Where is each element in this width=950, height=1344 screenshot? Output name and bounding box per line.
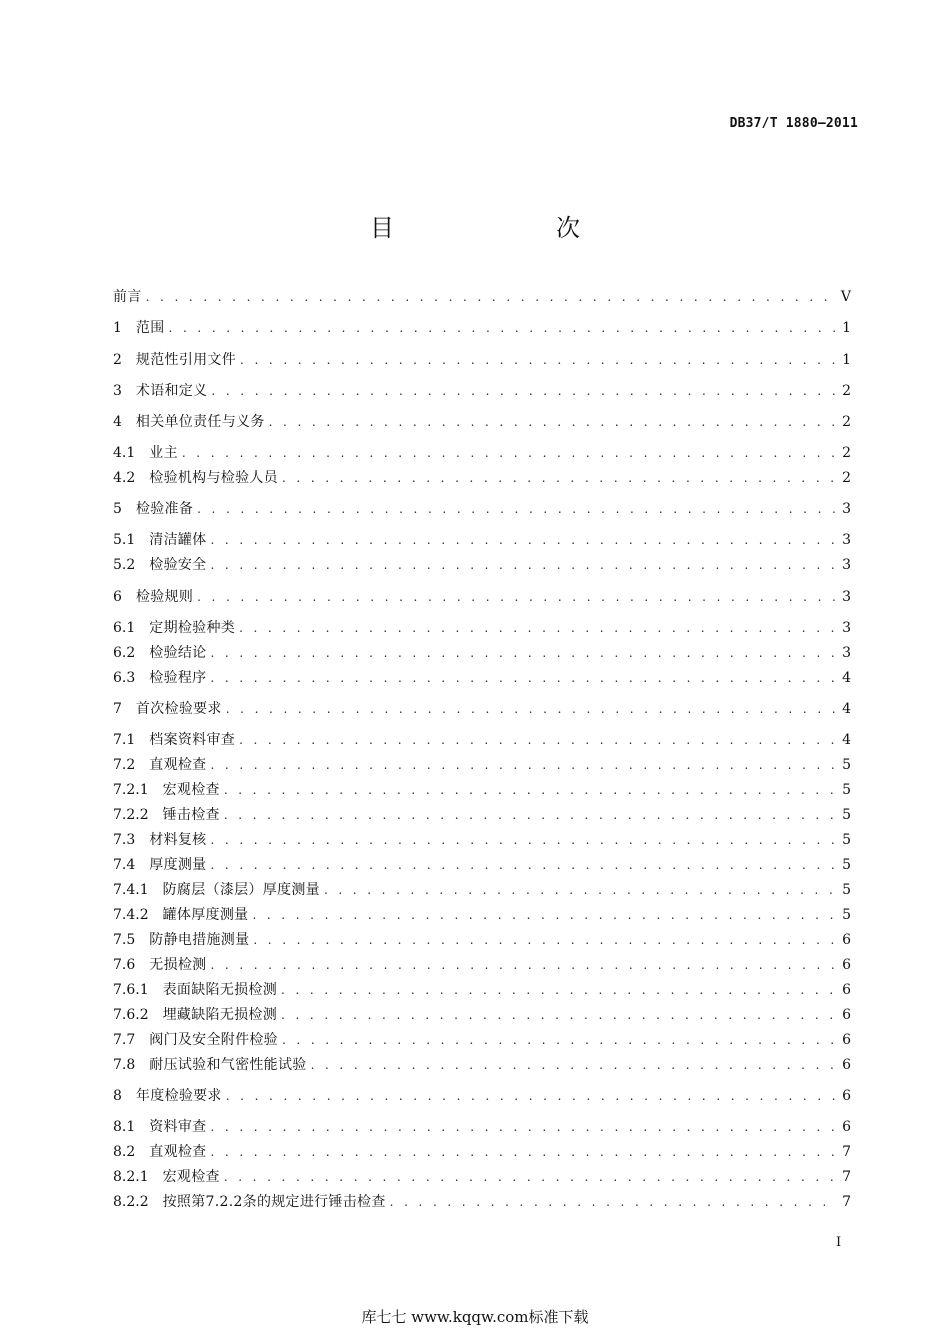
toc-entry-page: 2 <box>842 414 851 430</box>
toc-entry-number: 7 <box>113 701 136 717</box>
toc-entry-number: 8 <box>113 1088 136 1104</box>
toc-entry[interactable] <box>113 1167 851 1187</box>
toc-entry-page: V <box>840 289 851 305</box>
toc-entry-label: 清洁罐体 <box>149 532 207 548</box>
toc-entry-number: 5.1 <box>113 532 150 548</box>
toc-entry-number: 7.2.1 <box>113 782 163 798</box>
toc-entry-label: 检验结论 <box>149 645 207 661</box>
toc-entry[interactable] <box>113 1005 851 1025</box>
toc-dot-leader <box>282 1030 837 1050</box>
toc-entry-page: 6 <box>842 1007 851 1023</box>
toc-dot-leader <box>210 855 837 875</box>
toc-entry-number: 7.1 <box>113 732 150 748</box>
toc-entry-page: 6 <box>842 1119 851 1135</box>
toc-dot-leader <box>210 755 837 775</box>
toc-dot-leader <box>146 287 837 307</box>
toc-entry-page: 3 <box>842 557 851 573</box>
toc-entry[interactable] <box>113 930 851 950</box>
toc-entry-label: 直观检查 <box>149 1144 207 1160</box>
standard-code: DB37/T 1880—2011 <box>729 116 858 131</box>
toc-entry-number: 5.2 <box>113 557 150 573</box>
toc-entry-label: 埋藏缺陷无损检测 <box>162 1007 278 1023</box>
toc-entry-page: 5 <box>842 757 851 773</box>
toc-dot-leader <box>311 1055 837 1075</box>
toc-entry-label: 业主 <box>149 445 178 461</box>
toc-dot-leader <box>211 381 837 401</box>
toc-entry-label: 检验规则 <box>135 589 194 605</box>
toc-entry-page: 5 <box>842 907 851 923</box>
toc-entry-page: 6 <box>842 1057 851 1073</box>
toc-entry[interactable] <box>113 530 851 550</box>
toc-entry-label: 直观检查 <box>149 757 207 773</box>
toc-entry[interactable] <box>113 955 851 975</box>
toc-entry-page: 3 <box>842 589 851 605</box>
toc-entry-label: 术语和定义 <box>135 383 208 399</box>
toc-entry-label: 耐压试验和气密性能试验 <box>149 1057 307 1073</box>
toc-dot-leader <box>253 930 837 950</box>
toc-entry-number: 8.2.1 <box>113 1169 163 1185</box>
toc-entry-number: 4 <box>113 414 136 430</box>
toc-entry-label: 检验安全 <box>149 557 207 573</box>
toc-entry[interactable] <box>113 443 851 463</box>
toc-dot-leader <box>226 699 837 719</box>
toc-entry-number: 7.8 <box>113 1057 150 1073</box>
toc-entry[interactable] <box>113 780 851 800</box>
page-title: 目 次 <box>370 214 618 242</box>
toc-dot-leader <box>224 1167 837 1187</box>
toc-entry[interactable] <box>113 555 851 575</box>
footer-watermark-text: 库七七 www.kqqw.com标准下载 <box>361 1308 589 1326</box>
toc-entry[interactable] <box>113 855 851 875</box>
toc-entry-page: 4 <box>842 701 851 717</box>
toc-entry-number: 3 <box>113 383 136 399</box>
toc-dot-leader <box>239 730 837 750</box>
page-number: I <box>836 1235 842 1250</box>
toc-entry-page: 6 <box>842 1088 851 1104</box>
toc-entry-page: 3 <box>842 532 851 548</box>
toc-entry-label: 宏观检查 <box>162 1169 220 1185</box>
toc-entry[interactable] <box>113 287 851 307</box>
toc-entry[interactable] <box>113 318 851 338</box>
toc-entry-page: 3 <box>842 620 851 636</box>
toc-entry-number: 7.3 <box>113 832 150 848</box>
toc-entry-number: 4.1 <box>113 445 150 461</box>
toc-entry-number: 7.7 <box>113 1032 150 1048</box>
toc-dot-leader <box>210 830 837 850</box>
toc-entry[interactable] <box>113 1117 851 1137</box>
toc-entry-label: 检验准备 <box>135 501 194 517</box>
toc-entry[interactable] <box>113 350 851 370</box>
toc-entry-page: 1 <box>842 352 851 368</box>
toc-entry-label: 按照第7.2.2条的规定进行锤击检查 <box>162 1194 386 1210</box>
toc-entry[interactable] <box>113 880 851 900</box>
toc-entry-page: 1 <box>842 320 851 336</box>
toc-entry[interactable] <box>113 643 851 663</box>
toc-entry[interactable] <box>113 1086 851 1106</box>
toc-entry-page: 3 <box>842 501 851 517</box>
toc-entry-number: 5 <box>113 501 136 517</box>
toc-entry-number: 7.6.2 <box>113 1007 163 1023</box>
toc-entry-number: 6.3 <box>113 670 150 686</box>
toc-dot-leader <box>197 499 837 519</box>
toc-entry[interactable] <box>113 1192 851 1212</box>
toc-entry-number: 6.1 <box>113 620 150 636</box>
toc-entry[interactable] <box>113 1030 851 1050</box>
toc-entry-label: 厚度测量 <box>149 857 207 873</box>
toc-dot-leader <box>169 318 837 338</box>
toc-entry-label: 无损检测 <box>149 957 207 973</box>
toc-entry-label: 表面缺陷无损检测 <box>162 982 278 998</box>
toc-entry[interactable] <box>113 699 851 719</box>
toc-entry-label: 首次检验要求 <box>135 701 222 717</box>
toc-entry[interactable] <box>113 499 851 519</box>
toc-entry[interactable] <box>113 668 851 688</box>
toc-entry-label: 材料复核 <box>149 832 207 848</box>
toc-entry-number: 6 <box>113 589 136 605</box>
toc-entry[interactable] <box>113 980 851 1000</box>
toc-dot-leader <box>226 1086 837 1106</box>
toc-dot-leader <box>281 980 837 1000</box>
toc-entry-number: 7.6.1 <box>113 982 163 998</box>
toc-entry-page: 2 <box>842 383 851 399</box>
toc-entry[interactable] <box>113 381 851 401</box>
toc-entry-page: 5 <box>842 782 851 798</box>
toc-dot-leader <box>282 468 837 488</box>
toc-entry-label: 防腐层（漆层）厚度测量 <box>162 882 320 898</box>
toc-entry-number: 8.2.2 <box>113 1194 163 1210</box>
toc-dot-leader <box>210 643 837 663</box>
toc-entry[interactable] <box>113 587 851 607</box>
toc-dot-leader <box>239 618 837 638</box>
toc-entry-label: 锤击检查 <box>162 807 220 823</box>
toc-entry-label: 档案资料审查 <box>149 732 236 748</box>
toc-entry[interactable] <box>113 730 851 750</box>
toc-entry-page: 5 <box>842 807 851 823</box>
toc-entry-page: 5 <box>842 832 851 848</box>
toc-dot-leader <box>210 555 837 575</box>
toc-entry-label: 阀门及安全附件检验 <box>149 1032 278 1048</box>
toc-entry[interactable] <box>113 1142 851 1162</box>
toc-dot-leader <box>210 1117 837 1137</box>
toc-entry-page: 2 <box>842 470 851 486</box>
toc-entry-number: 7.2.2 <box>113 807 163 823</box>
toc-entry-page: 4 <box>842 670 851 686</box>
toc-entry-label: 规范性引用文件 <box>135 352 237 368</box>
toc-entry[interactable] <box>113 755 851 775</box>
toc-entry[interactable] <box>113 805 851 825</box>
toc-entry-page: 6 <box>842 932 851 948</box>
toc-entry-page: 3 <box>842 645 851 661</box>
toc-entry-page: 5 <box>842 857 851 873</box>
toc-dot-leader <box>197 587 837 607</box>
toc-dot-leader <box>224 780 837 800</box>
toc-entry-number: 8.1 <box>113 1119 150 1135</box>
toc-entry-number: 7.4.2 <box>113 907 163 923</box>
toc-entry-page: 6 <box>842 982 851 998</box>
toc-dot-leader <box>240 350 837 370</box>
toc-dot-leader <box>210 1142 837 1162</box>
toc-entry-label: 定期检验种类 <box>149 620 236 636</box>
toc-dot-leader <box>269 412 837 432</box>
toc-entry[interactable] <box>113 830 851 850</box>
toc-entry-number: 7.6 <box>113 957 150 973</box>
toc-entry-page: 6 <box>842 957 851 973</box>
toc-entry-label: 检验机构与检验人员 <box>149 470 278 486</box>
toc-entry-number: 7.2 <box>113 757 150 773</box>
toc-dot-leader <box>210 955 837 975</box>
toc-entry-number: 4.2 <box>113 470 150 486</box>
toc-entry-number: 2 <box>113 352 136 368</box>
toc-dot-leader <box>182 443 837 463</box>
toc-entry-number: 1 <box>113 320 136 336</box>
toc-dot-leader <box>210 668 837 688</box>
toc-entry[interactable] <box>113 412 851 432</box>
toc-entry-page: 7 <box>842 1144 851 1160</box>
toc-dot-leader <box>210 530 837 550</box>
toc-entry-label: 防静电措施测量 <box>149 932 250 948</box>
toc-entry-number: 7.4.1 <box>113 882 163 898</box>
toc-entry-page: 4 <box>842 732 851 748</box>
toc-entry-label: 资料审查 <box>149 1119 207 1135</box>
toc-entry-number: 8.2 <box>113 1144 150 1160</box>
toc-entry-number: 6.2 <box>113 645 150 661</box>
toc-entry-page: 2 <box>842 445 851 461</box>
toc-entry-number: 7.4 <box>113 857 150 873</box>
toc-entry[interactable] <box>113 1055 851 1075</box>
toc-entry-page: 6 <box>842 1032 851 1048</box>
toc-dot-leader <box>390 1192 837 1212</box>
toc-entry-label: 前言 <box>113 289 142 305</box>
toc-entry-page: 7 <box>842 1169 851 1185</box>
toc-entry-label: 年度检验要求 <box>135 1088 222 1104</box>
toc-dot-leader <box>281 1005 837 1025</box>
toc-entry-label: 罐体厚度测量 <box>162 907 249 923</box>
toc-entry-number: 7.5 <box>113 932 150 948</box>
toc-entry-label: 范围 <box>135 320 165 336</box>
toc-entry-page: 7 <box>842 1194 851 1210</box>
toc-entry[interactable] <box>113 905 851 925</box>
toc-entry-label: 宏观检查 <box>162 782 220 798</box>
toc-entry-page: 5 <box>842 882 851 898</box>
toc-dot-leader <box>224 805 837 825</box>
toc-entry-label: 检验程序 <box>149 670 207 686</box>
toc-dot-leader <box>252 905 837 925</box>
toc-dot-leader <box>324 880 837 900</box>
toc-entry[interactable] <box>113 468 851 488</box>
toc-entry[interactable] <box>113 618 851 638</box>
toc-entry-label: 相关单位责任与义务 <box>135 414 265 430</box>
